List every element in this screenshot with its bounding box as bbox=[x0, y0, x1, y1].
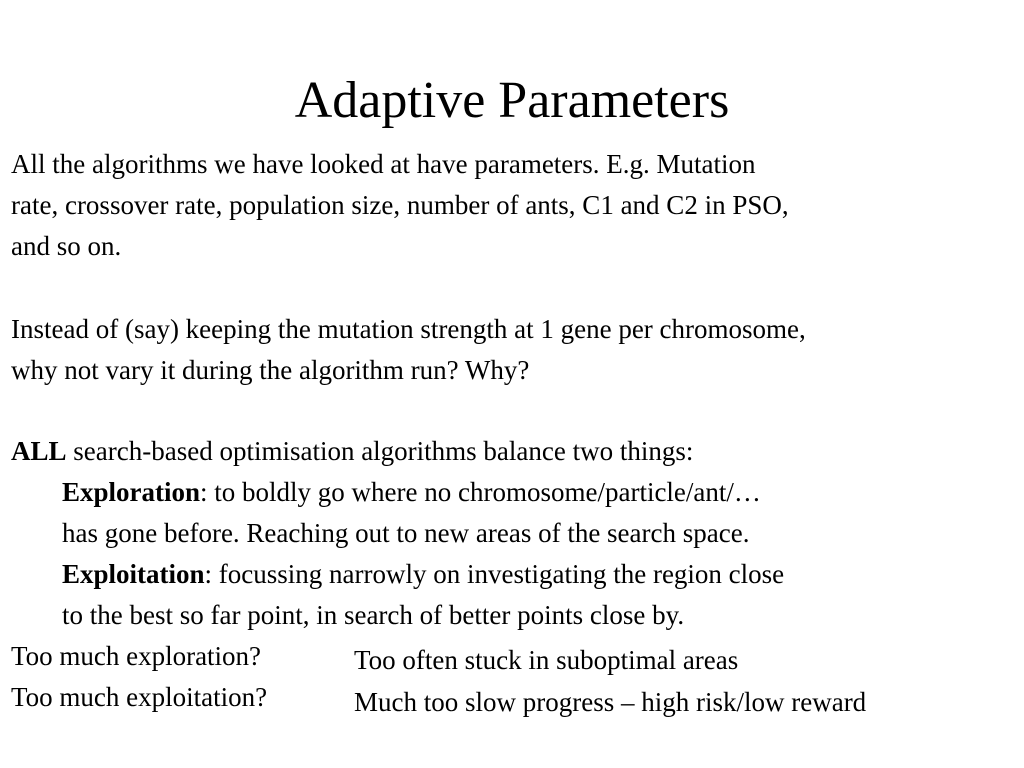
text-line bbox=[11, 431, 784, 472]
text-line: to the best so far point, in search of better points close by. bbox=[62, 600, 685, 630]
slide-title: Adaptive Parameters bbox=[294, 72, 730, 129]
exploitation-text: : focussing narrowly on investigating the region close bbox=[204, 559, 785, 589]
answer-too-much-exploitation: Much too slow progress – high risk/low reward bbox=[354, 687, 867, 717]
question-too-much-exploration: Too much exploration? bbox=[11, 641, 262, 671]
exploitation-definition bbox=[11, 554, 784, 595]
question-too-much-exploitation: Too much exploitation? bbox=[11, 682, 268, 712]
bold-all: ALL bbox=[11, 436, 67, 466]
text-line: has gone before. Reaching out to new areas of the search space. bbox=[62, 518, 750, 548]
paragraph-exploration-exploitation bbox=[11, 431, 784, 636]
exploration-term: Exploration bbox=[62, 477, 201, 507]
paragraph-parameters bbox=[11, 144, 789, 267]
text-line: Instead of (say) keeping the mutation strength at 1 gene per chromosome, bbox=[11, 314, 806, 344]
exploration-definition bbox=[11, 472, 784, 513]
text-line: rate, crossover rate, population size, number of ants, C1 and C2 in PSO, bbox=[11, 190, 789, 220]
paragraph-vary-mutation bbox=[11, 309, 806, 391]
text-line: All the algorithms we have looked at have parameters. E.g. Mutation bbox=[11, 149, 756, 179]
exploitation-term: Exploitation bbox=[62, 559, 205, 589]
answer-too-much-exploration: Too often stuck in suboptimal areas bbox=[354, 645, 739, 675]
lead-text: search-based optimisation algorithms balance two things: bbox=[66, 436, 694, 466]
text-line: and so on. bbox=[11, 231, 122, 261]
exploration-text: : to boldly go where no chromosome/particle/ant/… bbox=[200, 477, 761, 507]
text-line: why not vary it during the algorithm run? Why? bbox=[11, 355, 530, 385]
